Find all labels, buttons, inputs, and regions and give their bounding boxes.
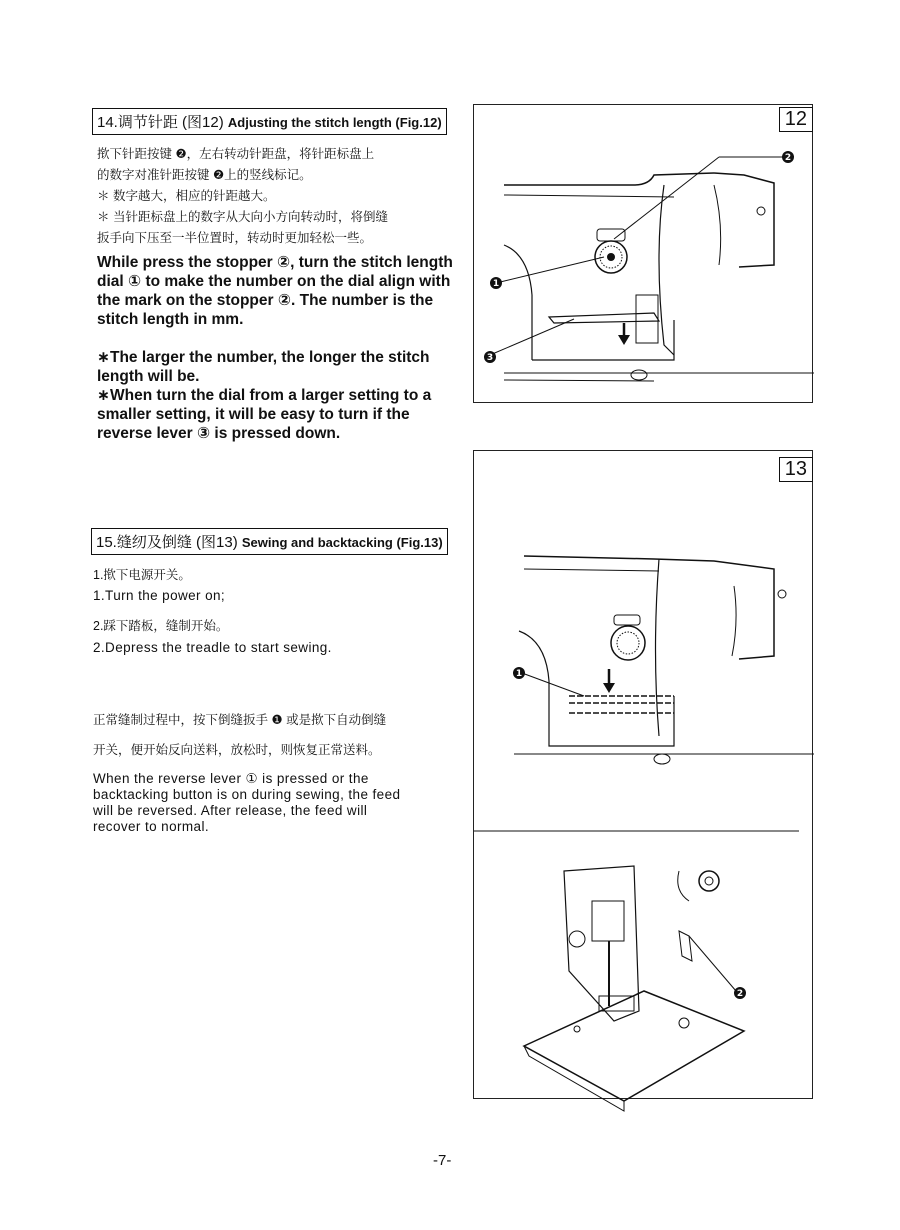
section-15-step2-en: 2.Depress the treadle to start sewing. — [93, 640, 332, 655]
section-15-step1-zh: 1.揿下电源开关。 — [93, 568, 191, 582]
section-15-title-en: Sewing and backtacking (Fig.13) — [241, 535, 443, 550]
figure-13-callout-1: 1 — [515, 669, 523, 679]
figure-13-illustration-bottom — [474, 451, 812, 1098]
section-15-step2-zh: 2.踩下踏板，缝制开始。 — [93, 619, 229, 633]
section-14-note-1: ∗The larger the number, the longer the stitch length will be. — [97, 349, 430, 385]
figure-13-frame — [473, 450, 813, 1099]
section-14-title-zh: 14.调节针距 (图12) — [97, 114, 224, 131]
section-14-title-en: Adjusting the stitch length (Fig.12) — [227, 115, 442, 130]
page-number: -7- — [433, 1152, 452, 1169]
section-14-title — [92, 108, 447, 135]
section-15-step1-en: 1.Turn the power on; — [93, 588, 226, 603]
section-14-zh-text: 揿下针距按键 ❷，左右转动针距盘，将针距标盘上 的数字对准针距按键 ❷上的竖线标记。 ＊ 数字越大，相应的针距越大。 ＊ 当针距标盘上的数字从大向小方向转动时，将倒缝 扳手向下压至一半位置时，转动时更加轻松一些。 — [97, 147, 388, 245]
figure-12-frame — [473, 104, 813, 403]
section-15-reverse-zh: 正常缝制过程中，按下倒缝扳手 ❶ 或是揿下自动倒缝 开关，便开始反向送料，放松时，则恢复正常送料。 — [93, 713, 387, 757]
figure-12-label: 12 — [779, 107, 813, 132]
section-15-reverse-en: When the reverse lever ① is pressed or the backtacking button is on during sewing, the feed will be reversed. After release, the feed will recover to normal. — [93, 771, 401, 834]
section-14-en-text: While press the stopper ②, turn the stitch length dial ① to make the number on the dial align with the mark on the stopper ②. The number is the stitch length in mm. — [97, 254, 453, 328]
section-15-title — [91, 528, 448, 555]
figure-13-label: 13 — [779, 457, 813, 482]
figure-13-callout-2: 2 — [736, 989, 744, 999]
figure-12-illustration — [474, 105, 812, 402]
figure-12-callout-3: 3 — [486, 353, 494, 363]
section-14-note-2: ∗When turn the dial from a larger setting to a smaller setting, it will be easy to turn if the reverse lever ③ is pressed down. — [97, 387, 432, 442]
figure-12-callout-1: 1 — [492, 279, 500, 289]
figure-12-callout-2: 2 — [784, 153, 792, 163]
section-15-title-zh: 15.缝纫及倒缝 (图13) — [96, 534, 238, 551]
